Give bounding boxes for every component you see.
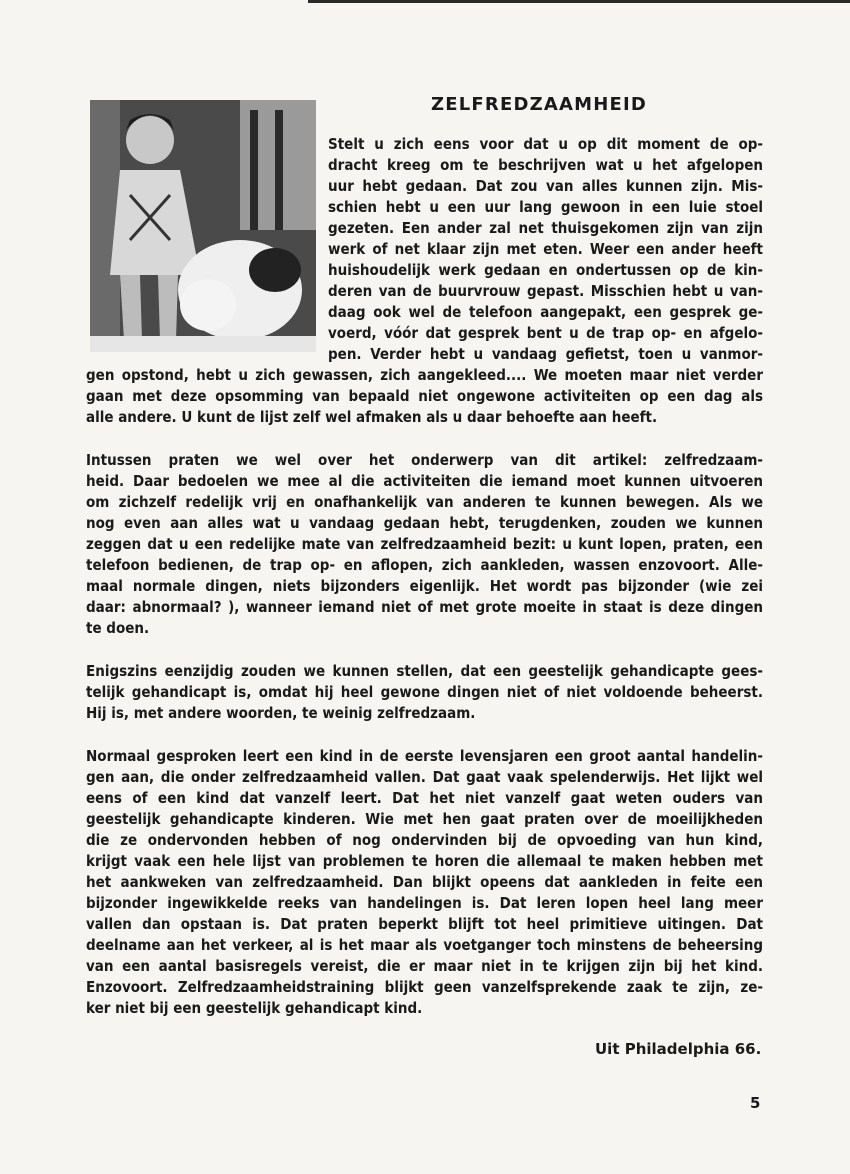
paragraph-line: van een aantal basisregels vereist, die er maar niet in te krijgen zijn bij het kind. xyxy=(86,957,763,975)
paragraph-line: het aankweken van zelfredzaamheid. Dan blijkt opeens dat aankleden in feite een xyxy=(86,873,763,891)
top-rule xyxy=(308,0,850,3)
source-citation: Uit Philadelphia 66. xyxy=(595,1040,762,1058)
intro-line: gen opstond, hebt u zich gewassen, zich aangekleed.... We moeten maar niet verder xyxy=(86,366,763,384)
paragraph-line: deelname aan het verkeer, al is het maar als voetganger toch minstens de beheersing xyxy=(86,936,763,954)
intro-line: dracht kreeg om te beschrijven wat u het afgelopen xyxy=(328,156,763,174)
paragraph-line: eens of een kind dat vanzelf leert. Dat het niet vanzelf gaat weten ouders van xyxy=(86,789,763,807)
intro-line: werk of net klaar zijn met eten. Weer een ander heeft xyxy=(328,240,763,258)
paragraph-line: vallen dan opstaan is. Dat praten beperkt blijft tot heel primitieve uitingen. Dat xyxy=(86,915,763,933)
intro-line: schien hebt u een uur lang gewoon in een luie stoel xyxy=(328,198,763,216)
paragraph-line: zeggen dat u een redelijke mate van zelfredzaamheid bezit: u kunt lopen, praten, een xyxy=(86,535,763,553)
page-number: 5 xyxy=(750,1094,761,1112)
article-title: ZELFREDZAAMHEID xyxy=(431,94,648,115)
paragraph-line: Intussen praten we wel over het onderwerp van dit artikel: zelfredzaam- xyxy=(86,451,763,469)
intro-line: voerd, vóór dat gesprek bent u de trap op- en afgelo- xyxy=(328,324,763,342)
photo-illustration xyxy=(90,100,316,352)
paragraph-line: Enzovoort. Zelfredzaamheidstraining blijkt geen vanzelfsprekende zaak te zijn, ze- xyxy=(86,978,763,996)
paragraph-line: ker niet bij een geestelijk gehandicapt kind. xyxy=(86,999,423,1017)
intro-line: gezeten. Een ander zal net thuisgekomen zijn van zijn xyxy=(328,219,763,237)
paragraph-line: die ze ondervonden hebben of nog ondervinden bij de opvoeding van hun kind, xyxy=(86,831,763,849)
intro-line: gaan met deze opsomming van bepaald niet ongewone activiteiten op een dag als xyxy=(86,387,763,405)
paragraph-line: om zichzelf redelijk vrij en onafhankelijk van anderen te kunnen bewegen. Als we xyxy=(86,493,763,511)
intro-line: uur hebt gedaan. Dat zou van alles kunnen zijn. Mis- xyxy=(328,177,763,195)
intro-line: alle andere. U kunt de lijst zelf wel afmaken als u daar behoefte aan heeft. xyxy=(86,408,658,426)
paragraph-line: telefoon bedienen, de trap op- en aflopen, zich aankleden, wassen enzovoort. Alle- xyxy=(86,556,763,574)
paragraph-line: krijgt vaak een hele lijst van problemen te horen die allemaal te maken hebben met xyxy=(86,852,763,870)
paragraph-line: Enigszins eenzijdig zouden we kunnen stellen, dat een geestelijk gehandicapte gees- xyxy=(86,662,763,680)
paragraph-line: Hij is, met andere woorden, te weinig zelfredzaam. xyxy=(86,704,476,722)
intro-line: Stelt u zich eens voor dat u op dit moment de op- xyxy=(328,135,763,153)
paragraph-line: Normaal gesproken leert een kind in de eerste levensjaren een groot aantal handelin- xyxy=(86,747,763,765)
paragraph-line: nog even aan alles wat u vandaag gedaan hebt, terugdenken, zouden we kunnen xyxy=(86,514,763,532)
paragraph-line: bijzonder ingewikkelde reeks van handelingen is. Dat leren lopen heel lang meer xyxy=(86,894,763,912)
intro-line: deren van de buurvrouw gepast. Misschien hebt u van- xyxy=(328,282,763,300)
paragraph-line: maal normale dingen, niets bijzonders eigenlijk. Het wordt pas bijzonder (wie zei xyxy=(86,577,763,595)
intro-line: pen. Verder hebt u vandaag gefietst, toen u vanmor- xyxy=(328,345,763,363)
paragraph-line: te doen. xyxy=(86,619,150,637)
intro-line: huishoudelijk werk gedaan en ondertussen op de kin- xyxy=(328,261,763,279)
paragraph-line: daar: abnormaal? ), wanneer iemand niet of met grote moeite in staat is deze dingen xyxy=(86,598,763,616)
photo-child-with-dog xyxy=(90,100,316,352)
paragraph-line: gen aan, die onder zelfredzaamheid vallen. Dat gaat vaak spelenderwijs. Het lijkt wel xyxy=(86,768,763,786)
paragraph-line: geestelijk gehandicapte kinderen. Wie met hen gaat praten over de moeilijkheden xyxy=(86,810,763,828)
paragraph-line: heid. Daar bedoelen we mee al die activiteiten die iemand moet kunnen uitvoeren xyxy=(86,472,763,490)
paragraph-line: telijk gehandicapt is, omdat hij heel gewone dingen niet of niet voldoende beheerst. xyxy=(86,683,763,701)
intro-line: daag ook wel de telefoon aangepakt, een gesprek ge- xyxy=(328,303,763,321)
